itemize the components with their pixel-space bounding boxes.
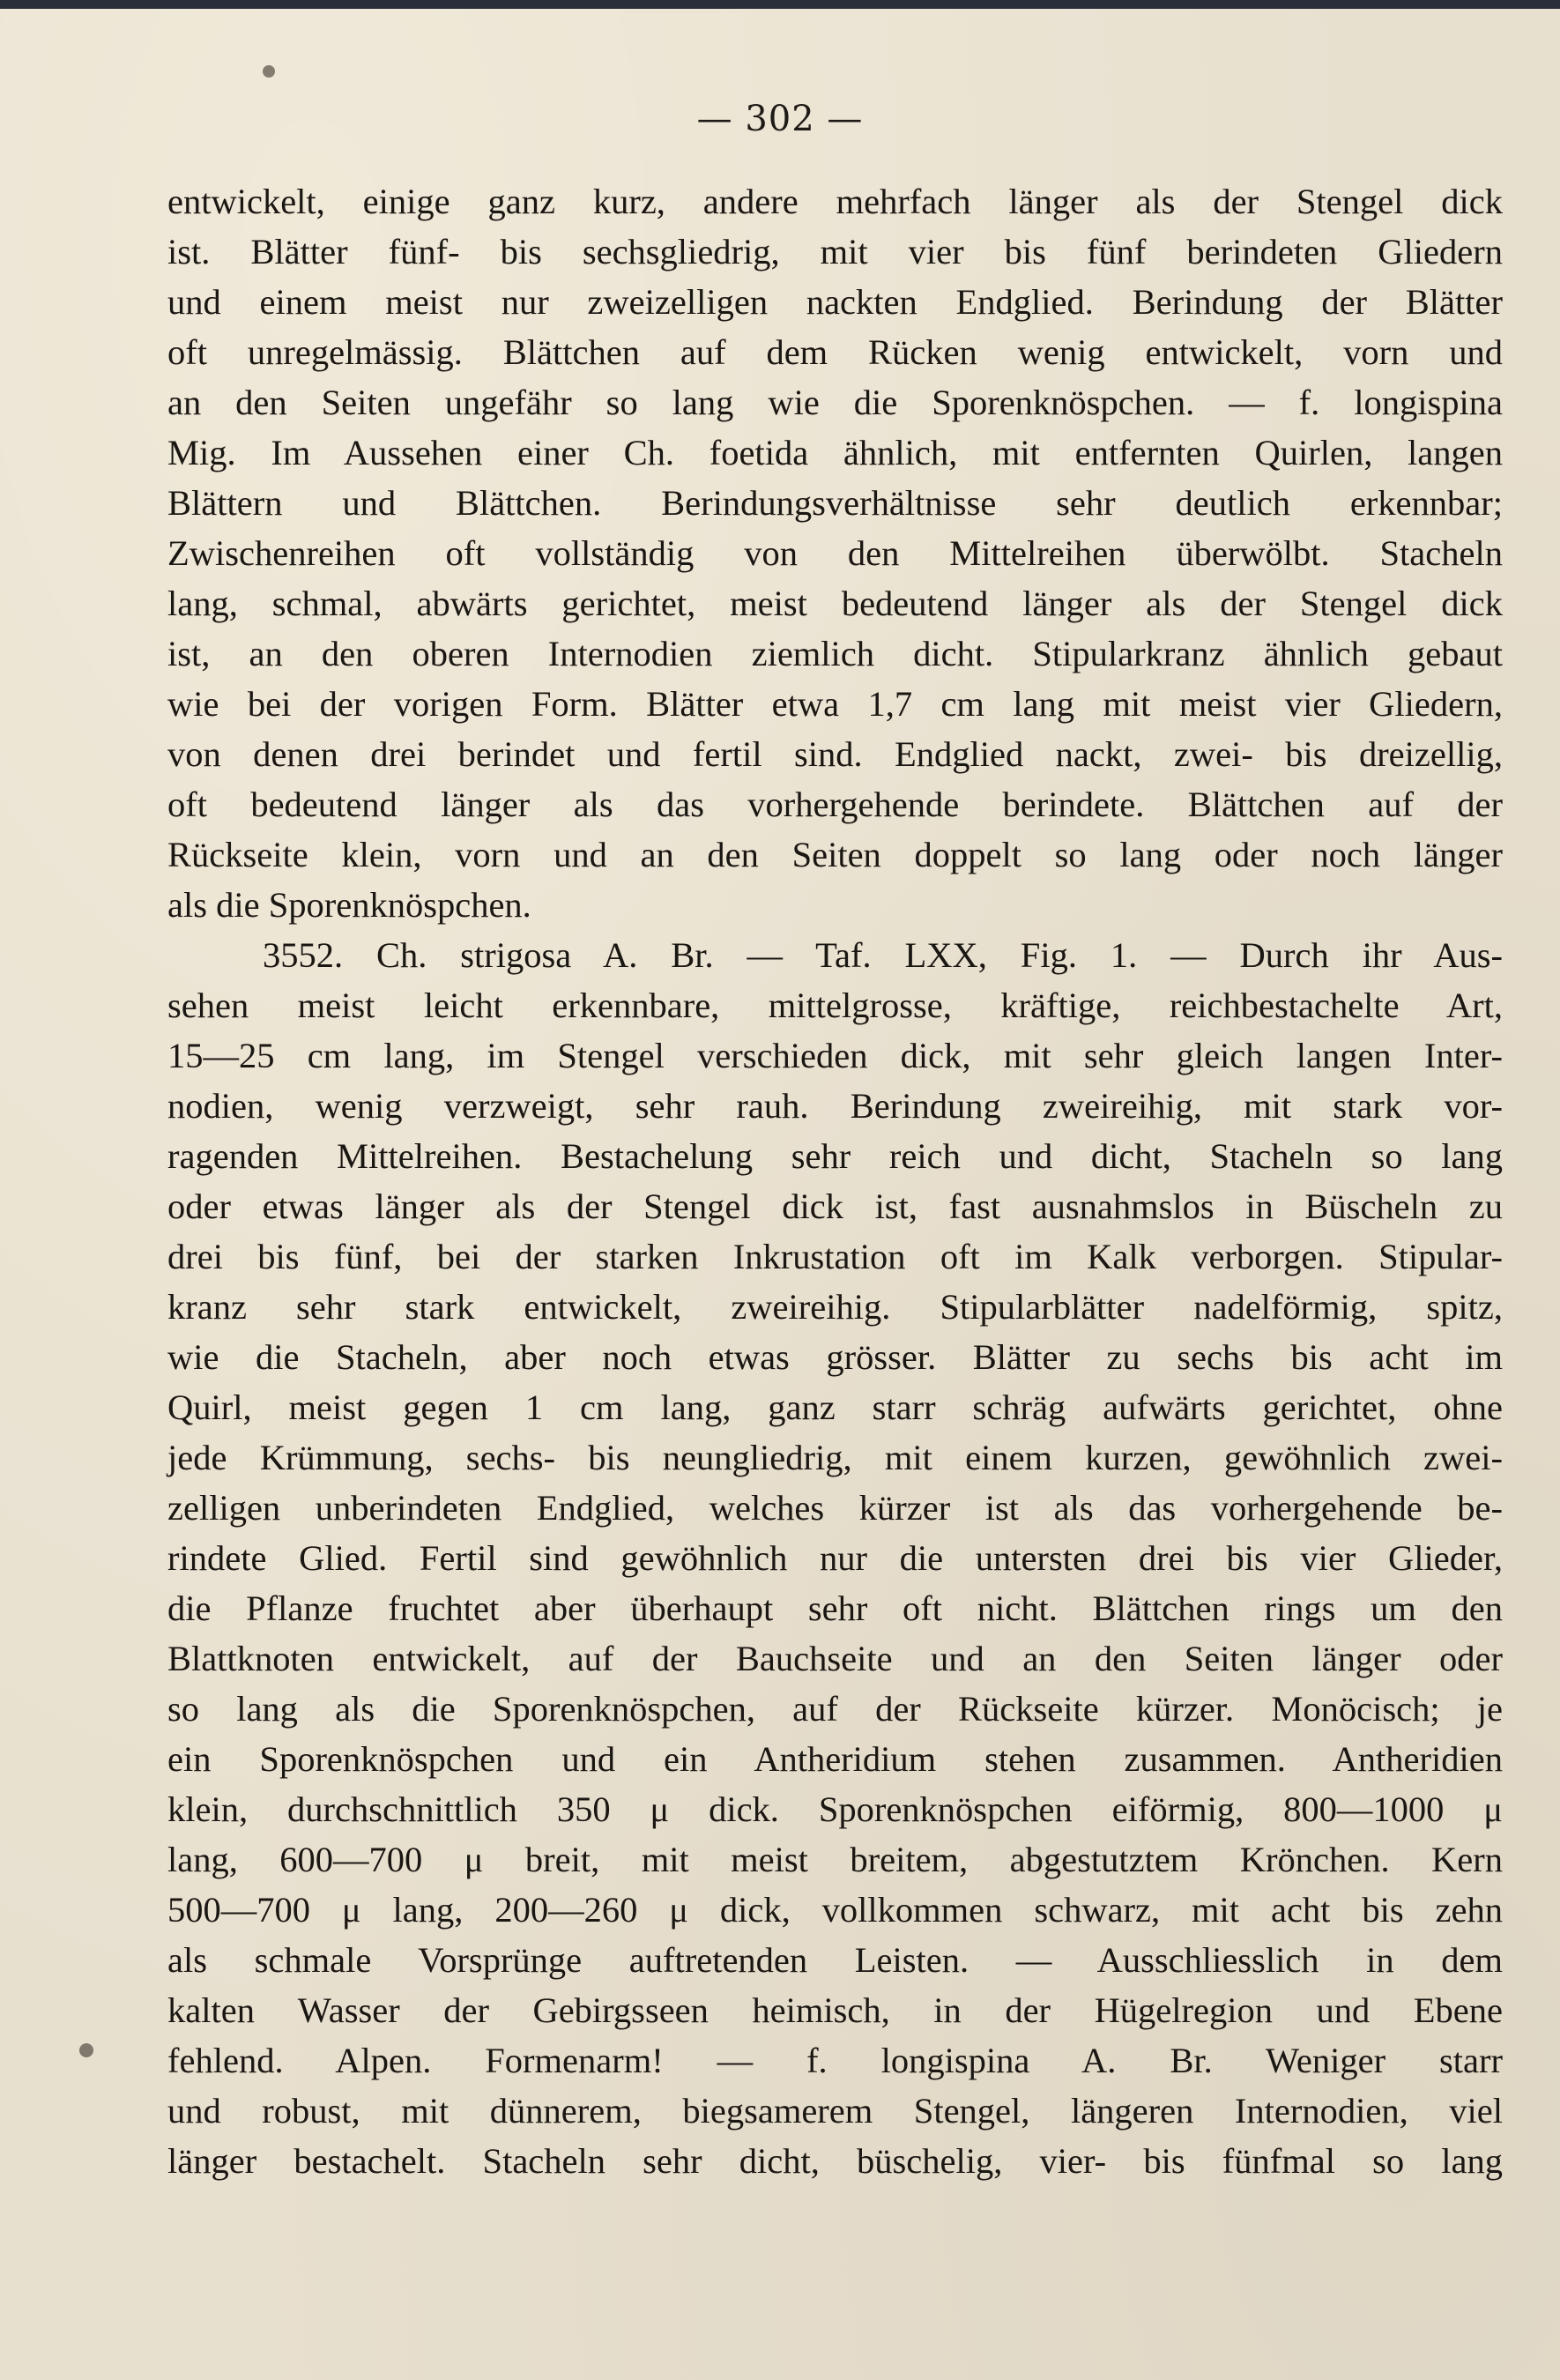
body-text bbox=[167, 176, 1503, 2186]
text-line: lang, 600—700 μ breit, mit meist breitem, abgestutztem Krönchen. Kern bbox=[167, 1840, 1503, 1879]
text-line: sehen meist leicht erkennbare, mittelgrosse, kräftige, reichbestachelte Art, bbox=[167, 985, 1503, 1025]
text-line: fehlend. Alpen. Formenarm! — f. longispina A. Br. Weniger starr bbox=[167, 2041, 1503, 2080]
ink-spot bbox=[79, 2043, 93, 2057]
text-line: kalten Wasser der Gebirgsseen heimisch, in der Hügelregion und Ebene bbox=[167, 1990, 1503, 2030]
text-line: als schmale Vorsprünge auftretenden Leisten. — Ausschliesslich in dem bbox=[167, 1940, 1503, 1980]
text-line: an den Seiten ungefähr so lang wie die Sporenknöspchen. — f. longispina bbox=[167, 383, 1503, 422]
text-line: 500—700 μ lang, 200—260 μ dick, vollkommen schwarz, mit acht bis zehn bbox=[167, 1890, 1503, 1930]
text-line: entwickelt, einige ganz kurz, andere mehrfach länger als der Stengel dick bbox=[167, 182, 1503, 221]
text-line: kranz sehr stark entwickelt, zweireihig. Stipularblätter nadelförmig, spitz, bbox=[167, 1287, 1503, 1327]
text-line: länger bestachelt. Stacheln sehr dicht, büschelig, vier- bis fünfmal so lang bbox=[167, 2141, 1503, 2181]
text-line: lang, schmal, abwärts gerichtet, meist bedeutend länger als der Stengel dick bbox=[167, 584, 1503, 623]
text-line: wie die Stacheln, aber noch etwas grösser. Blätter zu sechs bis acht im bbox=[167, 1337, 1503, 1377]
text-line: so lang als die Sporenknöspchen, auf der Rückseite kürzer. Monöcisch; je bbox=[167, 1689, 1503, 1729]
page-top-edge bbox=[0, 0, 1560, 9]
text-line: ist, an den oberen Internodien ziemlich dicht. Stipularkranz ähnlich gebaut bbox=[167, 634, 1503, 673]
text-line: klein, durchschnittlich 350 μ dick. Sporenknöspchen eiförmig, 800—1000 μ bbox=[167, 1789, 1503, 1829]
text-line: Mig. Im Aussehen einer Ch. foetida ähnlich, mit entfernten Quirlen, langen bbox=[167, 433, 1503, 472]
text-line: Blättern und Blättchen. Berindungsverhältnisse sehr deutlich erkennbar; bbox=[167, 483, 1503, 523]
text-line: Blattknoten entwickelt, auf der Bauchseite und an den Seiten länger oder bbox=[167, 1639, 1503, 1678]
text-line: ragenden Mittelreihen. Bestachelung sehr reich und dicht, Stacheln so lang bbox=[167, 1136, 1503, 1176]
page-number: — 302 — bbox=[696, 99, 864, 139]
text-line: als die Sporenknöspchen. bbox=[167, 885, 531, 925]
text-line: und einem meist nur zweizelligen nackten Endglied. Berindung der Blätter bbox=[167, 282, 1503, 322]
text-line: rindete Glied. Fertil sind gewöhnlich nur die untersten drei bis vier Glieder, bbox=[167, 1538, 1503, 1578]
text-line: wie bei der vorigen Form. Blätter etwa 1,7 cm lang mit meist vier Gliedern, bbox=[167, 684, 1503, 724]
text-line: Quirl, meist gegen 1 cm lang, ganz starr schräg aufwärts gerichtet, ohne bbox=[167, 1387, 1503, 1427]
ink-spot bbox=[263, 65, 275, 78]
text-line: drei bis fünf, bei der starken Inkrustation oft im Kalk verborgen. Stipular- bbox=[167, 1237, 1503, 1276]
text-line: ist. Blätter fünf- bis sechsgliedrig, mit vier bis fünf berindeten Gliedern bbox=[167, 232, 1503, 271]
text-line: Rückseite klein, vorn und an den Seiten doppelt so lang oder noch länger bbox=[167, 835, 1503, 874]
text-line: Zwischenreihen oft vollständig von den Mittelreihen überwölbt. Stacheln bbox=[167, 533, 1503, 573]
text-line: oder etwas länger als der Stengel dick ist, fast ausnahmslos in Büscheln zu bbox=[167, 1186, 1503, 1226]
species-heading-line: 3552. Ch. strigosa A. Br. — Taf. LXX, Fig. 1. — Durch ihr Aus- bbox=[263, 935, 1503, 975]
text-line: zelligen unberindeten Endglied, welches kürzer ist als das vorhergehende be- bbox=[167, 1488, 1503, 1528]
text-line: ein Sporenknöspchen und ein Antheridium stehen zusammen. Antheridien bbox=[167, 1739, 1503, 1779]
text-line: oft unregelmässig. Blättchen auf dem Rücken wenig entwickelt, vorn und bbox=[167, 332, 1503, 372]
text-line: die Pflanze fruchtet aber überhaupt sehr oft nicht. Blättchen rings um den bbox=[167, 1588, 1503, 1628]
text-line: nodien, wenig verzweigt, sehr rauh. Berindung zweireihig, mit stark vor- bbox=[167, 1086, 1503, 1126]
text-line: 15—25 cm lang, im Stengel verschieden dick, mit sehr gleich langen Inter- bbox=[167, 1036, 1503, 1075]
text-line: jede Krümmung, sechs- bis neungliedrig, mit einem kurzen, gewöhnlich zwei- bbox=[167, 1438, 1503, 1477]
text-line: und robust, mit dünnerem, biegsamerem Stengel, längeren Internodien, viel bbox=[167, 2091, 1503, 2131]
text-line: oft bedeutend länger als das vorhergehende berindete. Blättchen auf der bbox=[167, 785, 1503, 824]
text-line: von denen drei berindet und fertil sind. Endglied nackt, zwei- bis dreizellig, bbox=[167, 734, 1503, 774]
